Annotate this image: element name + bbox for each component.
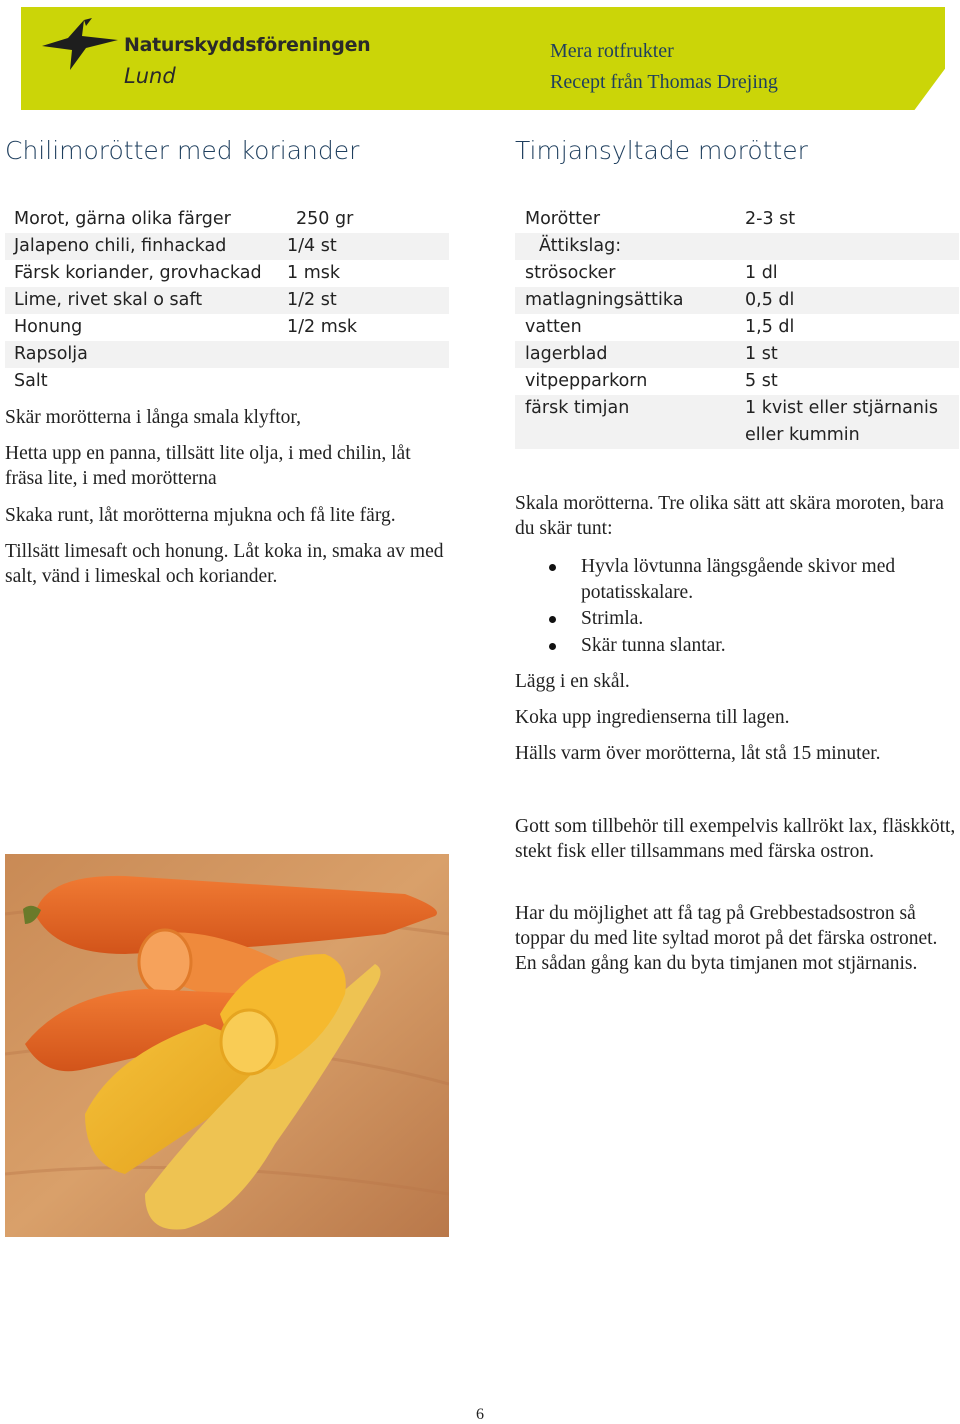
table-row (515, 314, 959, 341)
ingredient-amount: 1 st (745, 344, 778, 364)
oyster-tip: Har du möjlighet att få tag på Grebbestadsostron så toppar du med lite syltad morot på det färska ostronet. En sådan gång kan du byta timjanen mot stjärnanis. (515, 903, 938, 974)
table-row (5, 314, 449, 341)
ingredient-amount: 1 msk (287, 263, 340, 283)
header-subtitle: Mera rotfrukter (550, 40, 674, 62)
ingredient-amount: 1,5 dl (745, 317, 795, 337)
bullet-icon (549, 643, 556, 650)
right-intro: Skala morötterna. Tre olika sätt att skära moroten, bara du skär tunt: (515, 493, 944, 539)
table-row (5, 233, 449, 260)
ingredient-amount: 1/4 st (287, 236, 337, 256)
right-step: Hälls varm över morötterna, låt stå 15 minuter. (515, 743, 881, 764)
ingredient-name: färsk timjan (525, 398, 630, 418)
ingredient-name: Lime, rivet skal o saft (14, 290, 203, 310)
list-item-text: Skär tunna slantar. (581, 634, 726, 656)
right-step: Koka upp ingredienserna till lagen. (515, 707, 790, 728)
ingredient-name: Honung (14, 317, 83, 337)
header-author: Recept från Thomas Drejing (550, 71, 778, 93)
ingredient-name: matlagningsättika (525, 290, 684, 310)
ingredient-name: Rapsolja (14, 344, 88, 364)
page-number: 6 (476, 1406, 484, 1423)
cutting-methods-list (515, 554, 960, 659)
ingredient-amount: 1 dl (745, 263, 778, 283)
ingredient-name: strösocker (525, 263, 616, 283)
table-row (515, 368, 959, 395)
carrots-photo (5, 854, 449, 1237)
list-item (515, 554, 960, 605)
ingredient-name: Morötter (525, 209, 601, 229)
ingredient-name: Färsk koriander, grovhackad (14, 263, 262, 283)
table-row (5, 287, 449, 314)
ingredient-amount: 250 gr (296, 209, 354, 229)
bullet-icon (549, 564, 556, 571)
org-name: Naturskyddsföreningen (124, 34, 371, 56)
list-item (515, 606, 960, 632)
left-step: Hetta upp en panna, tillsätt lite olja, i med chilin, låt fräsa lite, i med morötterna (5, 443, 411, 489)
left-ingredients-table (5, 206, 449, 395)
table-row (515, 260, 959, 287)
list-item-text: Hyvla lövtunna längsgående skivor med potatisskalare. (581, 556, 896, 603)
ingredient-name: lagerblad (525, 344, 608, 364)
table-row (5, 341, 449, 368)
left-step: Skär morötterna i långa smala klyftor, (5, 407, 301, 428)
table-row (5, 206, 449, 233)
table-row (515, 395, 959, 449)
left-recipe-title: Chilimorötter med koriander (5, 136, 360, 165)
ingredient-name: vatten (525, 317, 582, 337)
ingredient-name: Jalapeno chili, finhackad (14, 236, 227, 256)
table-row (515, 341, 959, 368)
right-recipe-title: Timjansyltade morötter (515, 136, 808, 165)
ingredient-amount: 1/2 msk (287, 317, 358, 337)
left-step: Skaka runt, låt morötterna mjukna och få lite färg. (5, 505, 396, 526)
table-row (5, 260, 449, 287)
ingredient-amount: 5 st (745, 371, 778, 391)
right-ingredients-table (515, 206, 959, 449)
ingredient-name: Ättikslag: (539, 236, 622, 256)
header-banner (21, 7, 945, 110)
bullet-icon (549, 616, 556, 623)
ingredient-name: Morot, gärna olika färger (14, 209, 231, 229)
ingredient-amount: 0,5 dl (745, 290, 795, 310)
ingredient-name: vitpepparkorn (525, 371, 648, 391)
right-step: Lägg i en skål. (515, 671, 630, 692)
ingredient-amount: 1/2 st (287, 290, 337, 310)
org-city: Lund (124, 64, 176, 88)
table-row (515, 206, 959, 233)
table-row (515, 287, 959, 314)
ingredient-amount: 1 kvist eller stjärnanis eller kummin (745, 398, 938, 445)
table-row (515, 233, 959, 260)
left-step: Tillsätt limesaft och honung. Låt koka in, smaka av med salt, vänd i limeskal och koriander. (5, 541, 444, 587)
ingredient-name: Salt (14, 371, 48, 391)
swallow-logo-icon (40, 16, 120, 72)
serving-tip: Gott som tillbehör till exempelvis kallrökt lax, fläskkött, stekt fisk eller tillsammans med färska ostron. (515, 816, 956, 862)
list-item (515, 633, 960, 659)
list-item-text: Strimla. (581, 608, 644, 629)
ingredient-amount: 2-3 st (745, 209, 796, 229)
table-row (5, 368, 449, 395)
